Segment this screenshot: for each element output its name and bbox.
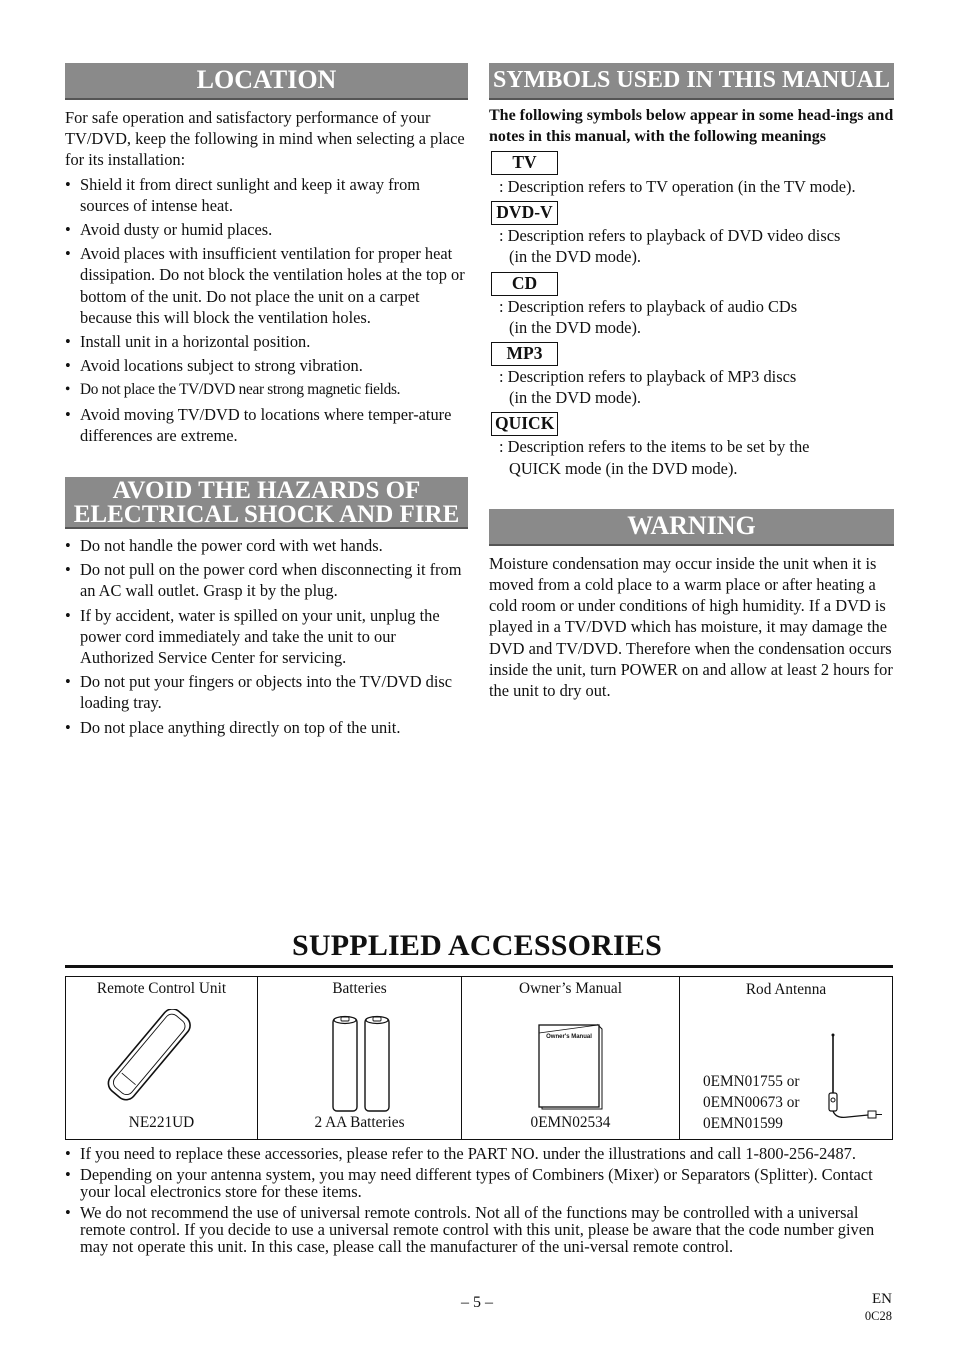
symbol-description bbox=[489, 436, 894, 478]
symbol-entry-dvd-v bbox=[489, 197, 894, 267]
hazards-heading-line1: AVOID THE HAZARDS OF bbox=[112, 477, 421, 505]
accessory-name: Owner’s Manual bbox=[519, 980, 622, 997]
location-intro: For safe operation and satisfactory performance of your TV/DVD, keep the following in mind when selecting a place for its installation: bbox=[65, 108, 465, 170]
accessories-table bbox=[65, 976, 893, 1140]
list-item: • Shield it from direct sunlight and keep it away from sources of intense heat. bbox=[65, 174, 468, 216]
list-item: • Do not pull on the power cord when disconnecting it from an AC wall outlet. Grasp it by the plug. bbox=[65, 559, 468, 601]
symbol-tag: DVD-V bbox=[491, 201, 558, 225]
accessory-remote bbox=[66, 977, 258, 1139]
symbol-description bbox=[489, 366, 894, 408]
list-item: • Do not put your fingers or objects into the TV/DVD disc loading tray. bbox=[65, 671, 468, 713]
hazards-heading-line2: ELECTRICAL SHOCK AND FIRE bbox=[73, 501, 460, 529]
list-item: • Avoid locations subject to strong vibration. bbox=[65, 355, 468, 376]
accessory-name: Batteries bbox=[332, 980, 387, 997]
accessory-part-number: 0EMN01599 bbox=[703, 1115, 783, 1132]
notes-list bbox=[65, 1145, 893, 1255]
left-column bbox=[65, 63, 468, 738]
symbol-entry-quick bbox=[489, 408, 894, 478]
list-item: • If by accident, water is spilled on your unit, unplug the power cord immediately and take the unit to our Authorized Service Center for servicing. bbox=[65, 605, 468, 669]
list-item: • Do not handle the power cord with wet hands. bbox=[65, 535, 468, 556]
symbol-description-line: : Description refers to playback of MP3 discs bbox=[499, 367, 797, 387]
symbol-description-line: : Description refers to the items to be set by the bbox=[499, 437, 810, 457]
manual-cover-text: Owner's Manual bbox=[546, 1034, 592, 1040]
symbol-description bbox=[489, 225, 894, 267]
hazards-heading bbox=[65, 477, 468, 529]
symbol-entry-mp3 bbox=[489, 338, 894, 408]
symbol-description-line: (in the DVD mode). bbox=[509, 317, 642, 337]
warning-heading: WARNING bbox=[489, 509, 894, 546]
list-item: • Avoid dusty or humid places. bbox=[65, 219, 468, 240]
accessory-part-number: 0EMN01755 or bbox=[703, 1073, 800, 1090]
accessory-batteries bbox=[258, 977, 462, 1139]
title-rule bbox=[65, 965, 893, 968]
accessory-part-number: 0EMN00673 or bbox=[703, 1094, 800, 1111]
accessory-name: Rod Antenna bbox=[745, 981, 827, 998]
list-item: • Do not place anything directly on top of the unit. bbox=[65, 717, 468, 738]
symbol-tag: QUICK bbox=[491, 412, 558, 436]
antenna-icon bbox=[820, 1033, 886, 1125]
accessory-manual bbox=[462, 977, 680, 1139]
battery-icon bbox=[331, 1015, 391, 1113]
symbol-description-line: (in the DVD mode). bbox=[509, 247, 642, 267]
list-item: • Depending on your antenna system, you may need different types of Combiners (Mixer) or Separators (Splitter). Contact your local electronics store for these items. bbox=[65, 1166, 893, 1200]
symbol-description-line: : Description refers to playback of DVD video discs bbox=[499, 226, 841, 246]
list-item: • Do not place the TV/DVD near strong magnetic fields. bbox=[65, 379, 468, 400]
symbol-description bbox=[489, 296, 894, 338]
page-number: – 5 – bbox=[461, 1294, 493, 1311]
accessory-part-number: NE221UD bbox=[128, 1114, 195, 1131]
symbol-tag: TV bbox=[491, 151, 558, 175]
symbols-heading: SYMBOLS USED IN THIS MANUAL bbox=[489, 63, 894, 100]
symbol-description-line: (in the DVD mode). bbox=[509, 388, 642, 408]
list-item: • If you need to replace these accessories, please refer to the PART NO. under the illustrations and call 1-800-256-2487. bbox=[65, 1145, 893, 1162]
antenna-part-numbers bbox=[703, 1071, 799, 1134]
symbol-tag: MP3 bbox=[491, 342, 558, 366]
symbols-intro: The following symbols below appear in some head-ings and notes in this manual, with the following meanings bbox=[489, 107, 894, 145]
accessory-part-number: 2 AA Batteries bbox=[314, 1114, 405, 1131]
list-item: • Avoid places with insufficient ventilation for proper heat dissipation. Do not block the ventilation holes at the top or bottom of the unit. Do not place the unit on a carpet because this will block the ventilation holes. bbox=[65, 243, 468, 328]
location-heading: LOCATION bbox=[65, 63, 468, 100]
list-item: • Install unit in a horizontal position. bbox=[65, 331, 468, 352]
accessory-rod-antenna bbox=[680, 977, 892, 1139]
location-list bbox=[65, 174, 468, 446]
symbol-entry-cd bbox=[489, 268, 894, 338]
symbol-tag: CD bbox=[491, 272, 558, 296]
accessories-title: SUPPLIED ACCESSORIES bbox=[292, 929, 662, 962]
accessory-part-number: 0EMN02534 bbox=[530, 1114, 611, 1131]
warning-text: Moisture condensation may occur inside the unit when it is moved from a cold place to a warm place or after heating a cold room or under conditions of high humidity. If a DVD is played in a TV/DVD which has moisture, it may damage the DVD and TV/DVD. Therefore when the condensation occurs inside the unit, turn POWER on and allow at least 2 hours for the unit to dry out. bbox=[489, 553, 893, 701]
remote-control-icon bbox=[98, 1009, 202, 1101]
list-item: • Avoid moving TV/DVD to locations where temper-ature differences are extreme. bbox=[65, 404, 468, 446]
document-code: 0C28 bbox=[864, 1309, 892, 1323]
right-column bbox=[489, 63, 894, 701]
symbol-description-line: : Description refers to playback of audio CDs bbox=[499, 296, 798, 316]
accessory-notes bbox=[65, 1142, 893, 1255]
accessory-name: Remote Control Unit bbox=[96, 980, 227, 997]
symbol-description-line: QUICK mode (in the DVD mode). bbox=[509, 458, 738, 478]
language-code: EN bbox=[872, 1291, 892, 1307]
symbol-description: : Description refers to TV operation (in the TV mode). bbox=[499, 177, 856, 196]
symbol-entry-tv bbox=[489, 147, 894, 197]
manual-icon bbox=[538, 1021, 604, 1110]
list-item: • We do not recommend the use of universal remote controls. Not all of the functions may be controlled with a universal remote control. If you decide to use a universal remote control with this unit, please be aware that the code number given may not operate this unit. In this case, please call the manufacturer of the uni-versal remote control. bbox=[65, 1204, 893, 1255]
hazards-list bbox=[65, 535, 468, 738]
